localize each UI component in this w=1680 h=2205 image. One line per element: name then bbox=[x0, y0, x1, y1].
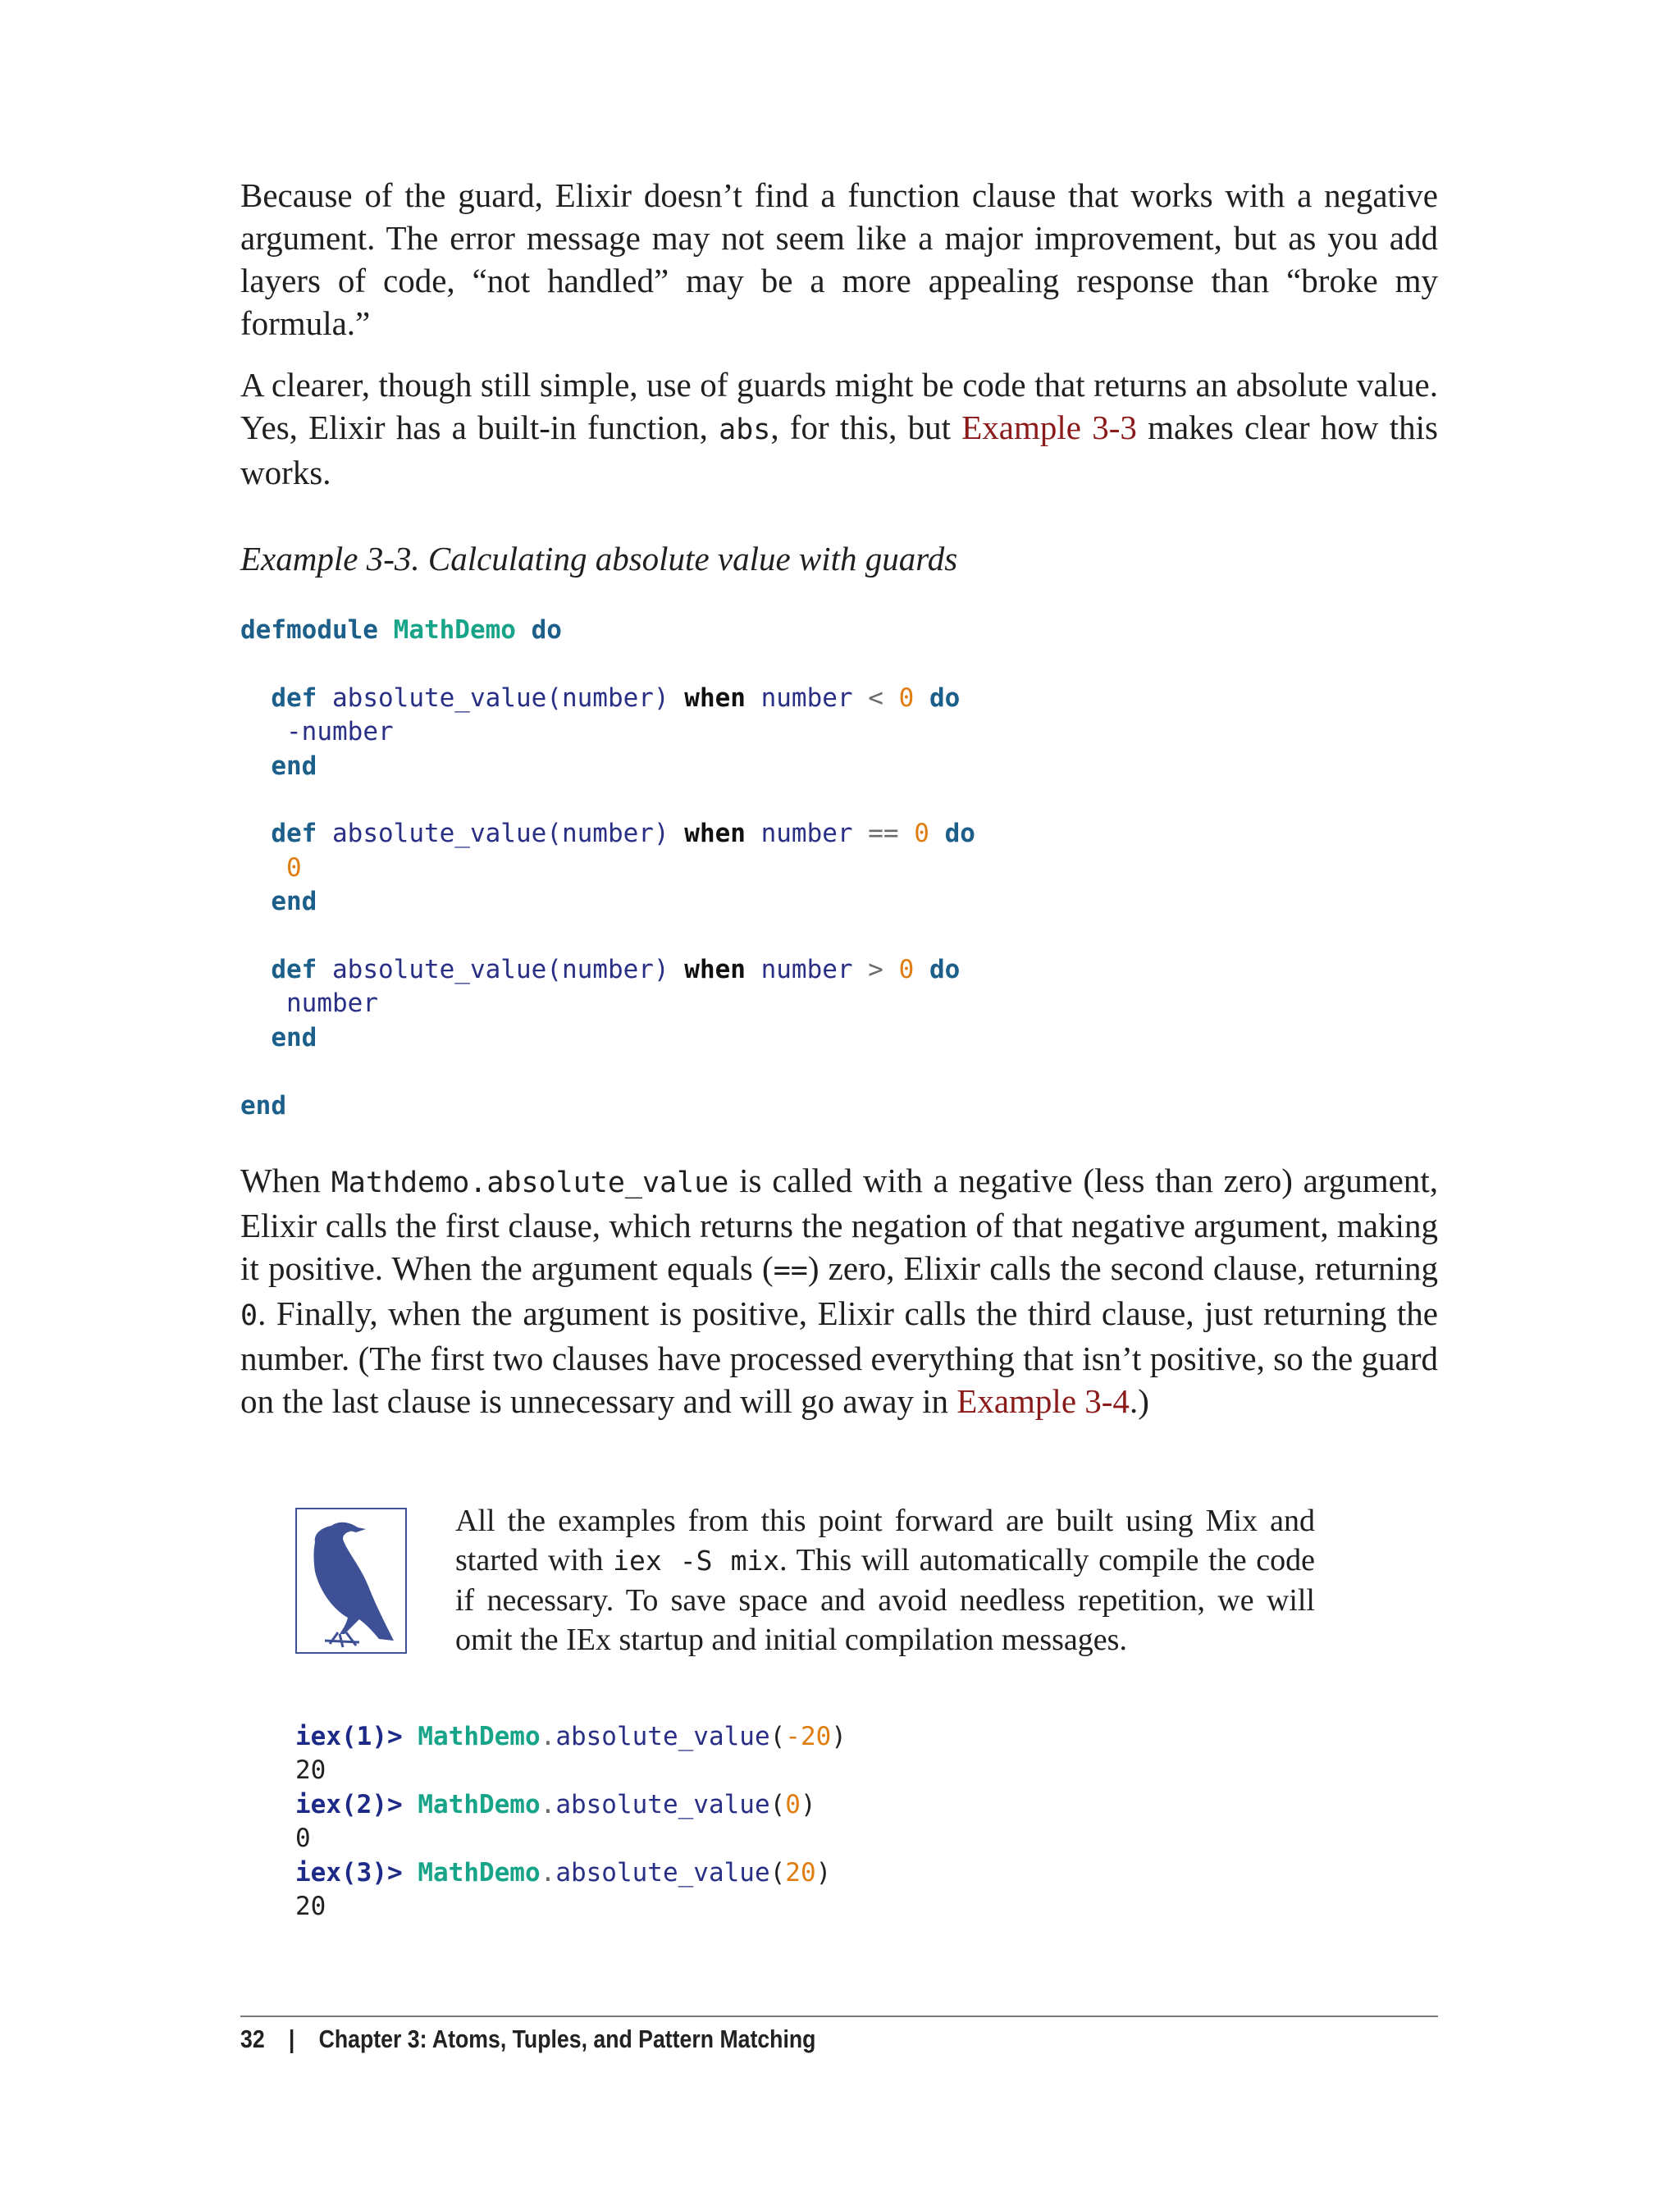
keyword-def: def bbox=[271, 682, 317, 713]
argument: 0 bbox=[785, 1789, 801, 1819]
function-name: absolute_value bbox=[555, 1722, 770, 1751]
keyword-when: when bbox=[684, 955, 746, 985]
paren: ) bbox=[815, 1857, 832, 1888]
module-name: MathDemo bbox=[418, 1722, 541, 1751]
bird-icon bbox=[295, 1508, 407, 1654]
page-footer bbox=[240, 2025, 815, 2054]
inline-code-iex-mix: iex -S mix bbox=[613, 1545, 780, 1577]
link-example-3-3[interactable]: Example 3-3 bbox=[961, 409, 1137, 446]
module-name: MathDemo bbox=[418, 1857, 541, 1888]
text: A clearer, though still simple, use of guards might be code that returns an absolute value. Yes, Elixir has a built-in function, bbox=[240, 366, 1438, 446]
body-number: number bbox=[286, 988, 378, 1019]
inline-code-zero: 0 bbox=[240, 1299, 258, 1332]
chapter-title: Chapter 3: Atoms, Tuples, and Pattern Matching bbox=[318, 2025, 816, 2053]
footer-separator: | bbox=[288, 2025, 295, 2053]
iex-result: 20 bbox=[295, 1755, 326, 1786]
number-zero: 0 bbox=[898, 682, 915, 713]
guard-var: number bbox=[760, 819, 853, 849]
function-name: absolute_value bbox=[332, 955, 547, 985]
link-example-3-4[interactable]: Example 3-4 bbox=[956, 1382, 1130, 1420]
module-name: MathDemo bbox=[418, 1789, 541, 1819]
text: All the examples from this point forward are built using Mix and started with bbox=[455, 1504, 1315, 1577]
dot: . bbox=[540, 1857, 556, 1888]
iex-prompt: iex(2)> bbox=[295, 1789, 403, 1819]
function-name: absolute_value bbox=[332, 682, 547, 713]
paren: ( bbox=[769, 1857, 786, 1888]
guard-var: number bbox=[760, 955, 853, 985]
operator-gt: > bbox=[868, 955, 883, 985]
paragraph-absolute-value-intro bbox=[240, 363, 1438, 494]
function-param: (number) bbox=[546, 819, 669, 849]
note-text bbox=[455, 1501, 1315, 1659]
function-param: (number) bbox=[546, 682, 669, 713]
body-negate: -number bbox=[286, 717, 394, 747]
inline-code-eq: == bbox=[773, 1254, 808, 1287]
inline-code-function: Mathdemo.absolute_value bbox=[331, 1166, 729, 1199]
text: ) zero, Elixir calls the second clause, returning bbox=[807, 1249, 1438, 1287]
example-caption: Example 3-3. Calculating absolute value with guards bbox=[240, 540, 958, 578]
bird-icon-graphic bbox=[297, 1509, 405, 1652]
text: . This will automatically compile the code if necessary. To save space and avoid needless repetition, we will omit the IEx startup and initial compilation messages. bbox=[455, 1543, 1315, 1657]
inline-code-abs: abs bbox=[719, 413, 771, 446]
module-name: MathDemo bbox=[393, 615, 516, 645]
number-zero: 0 bbox=[914, 819, 929, 849]
keyword-defmodule: defmodule bbox=[240, 615, 378, 645]
paragraph-explanation bbox=[240, 1159, 1438, 1422]
argument: -20 bbox=[785, 1722, 832, 1751]
iex-prompt: iex(1)> bbox=[295, 1722, 403, 1751]
argument: 20 bbox=[785, 1857, 816, 1888]
keyword-when: when bbox=[684, 819, 746, 849]
keyword-end: end bbox=[271, 1022, 317, 1052]
code-block-mathdemo bbox=[240, 614, 975, 1123]
text: .) bbox=[1129, 1382, 1149, 1420]
function-param: (number) bbox=[546, 955, 669, 985]
iex-result: 20 bbox=[295, 1892, 326, 1922]
keyword-do: do bbox=[944, 819, 975, 849]
keyword-def: def bbox=[271, 955, 317, 985]
paren: ) bbox=[800, 1789, 816, 1819]
paragraph-guard-error: Because of the guard, Elixir doesn’t find a function clause that works with a negative argument. The error message may not seem like a major improvement, but as you add layers of code, “not handled” may be a more appealing response than “broke my formula.” bbox=[240, 176, 1438, 342]
function-name: absolute_value bbox=[555, 1789, 770, 1819]
number-zero: 0 bbox=[898, 955, 915, 985]
text: When bbox=[240, 1162, 331, 1199]
keyword-do: do bbox=[929, 955, 961, 985]
text: makes clear how this works. bbox=[240, 409, 1438, 491]
keyword-do: do bbox=[531, 615, 562, 645]
operator-lt: < bbox=[868, 682, 883, 713]
text: . Finally, when the argument is positive, Elixir calls the third clause, just returning the number. (The first two clauses have processed everything that isn’t positive, so the guard on the last clause is unnecessary and will go away in bbox=[240, 1294, 1438, 1420]
operator-eq: == bbox=[868, 819, 899, 849]
footer-rule bbox=[240, 2016, 1438, 2017]
page-number: 32 bbox=[240, 2025, 265, 2053]
function-name: absolute_value bbox=[332, 819, 547, 849]
keyword-when: when bbox=[684, 682, 746, 713]
function-name: absolute_value bbox=[555, 1857, 770, 1888]
iex-result: 0 bbox=[295, 1824, 311, 1854]
keyword-do: do bbox=[929, 682, 961, 713]
paren: ( bbox=[769, 1722, 786, 1751]
code-block-iex-session bbox=[295, 1720, 847, 1924]
guard-var: number bbox=[760, 682, 853, 713]
paren: ( bbox=[769, 1789, 786, 1819]
paren: ) bbox=[831, 1722, 847, 1751]
keyword-end: end bbox=[271, 751, 317, 781]
body-zero: 0 bbox=[286, 852, 302, 883]
iex-prompt: iex(3)> bbox=[295, 1857, 403, 1888]
text: , for this, but bbox=[770, 409, 962, 446]
keyword-def: def bbox=[271, 819, 317, 849]
keyword-end: end bbox=[271, 887, 317, 917]
dot: . bbox=[540, 1722, 556, 1751]
text: is called with a negative (less than zero) argument, Elixir calls the first clause, which returns the negation of that negative argument, making it positive. When the argument equals ( bbox=[240, 1162, 1438, 1287]
dot: . bbox=[540, 1789, 556, 1819]
keyword-end: end bbox=[240, 1090, 286, 1121]
